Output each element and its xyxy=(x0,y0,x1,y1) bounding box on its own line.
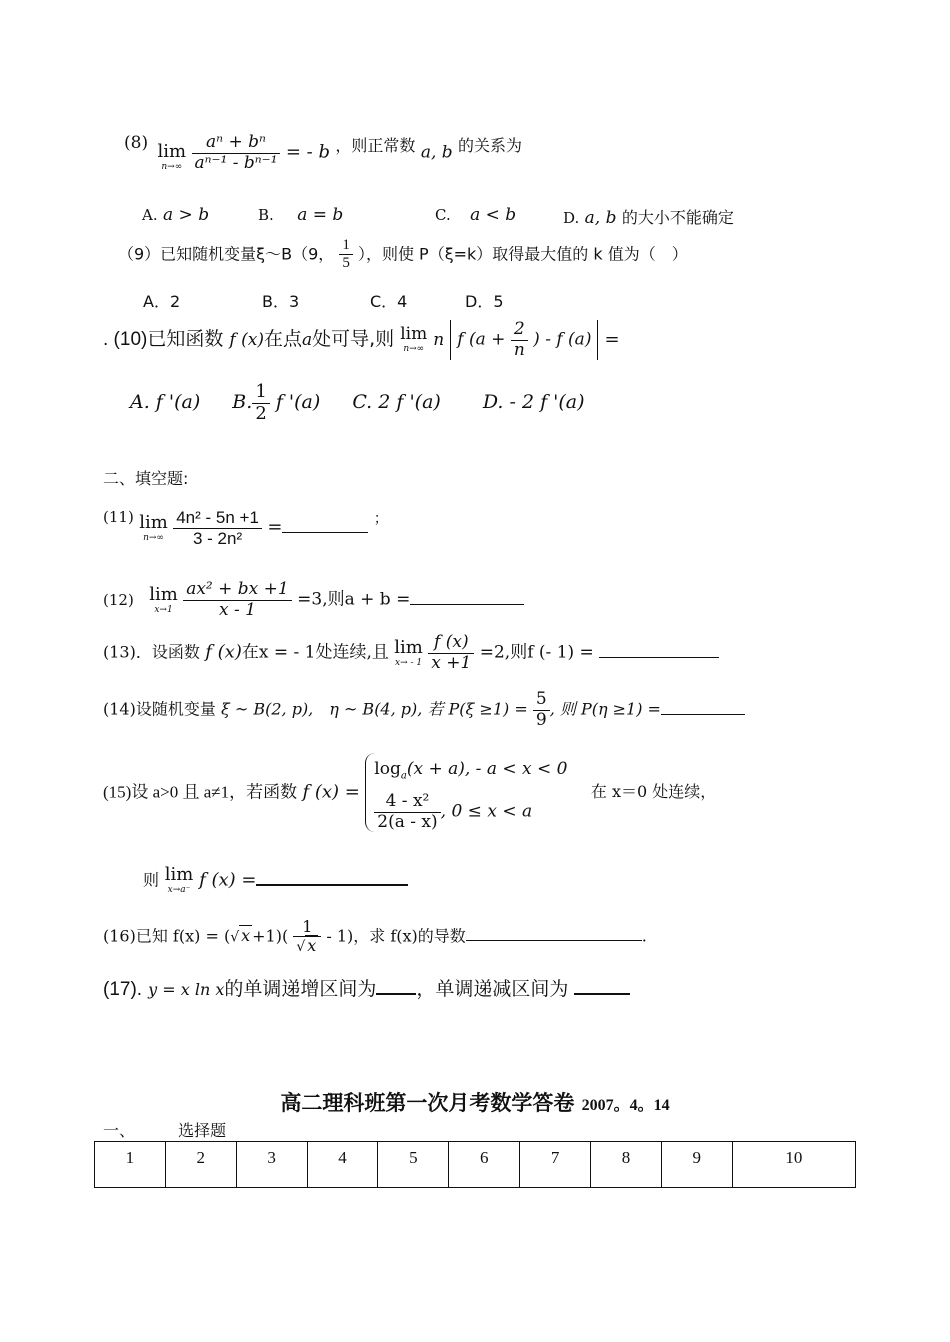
q8-limit: lim n→∞ xyxy=(157,140,187,172)
answer-cell-10: 10 xyxy=(732,1142,855,1188)
q14-fraction: $\frac{5}{9}$ xyxy=(533,690,550,730)
question-12: (12) lim x→1 $\frac{\text{ax² + bx +1}}{x - 1}$ =3,则a + b = xyxy=(103,580,524,620)
question-13: (13)．设函数 f (x)在x = - 1处连续,且 lim x→ - 1 $\frac{f (x)}{x +1}$ =2,则f (- 1) = xyxy=(103,633,719,673)
q9-option-b: B．3 xyxy=(262,292,300,311)
table-row xyxy=(95,1142,856,1188)
question-16: (16)已知 f(x) = (√ x +1)( $\frac{1}{√ x}$ - 1)，求 f(x)的导数 . xyxy=(103,917,647,956)
q10-options xyxy=(130,382,585,424)
question-8 xyxy=(124,133,522,173)
q17-decreasing-blank[interactable] xyxy=(574,979,630,995)
q9-option-d: D．5 xyxy=(465,292,504,311)
answer-section-label: 一、 选择题 xyxy=(103,1121,227,1140)
q10-option-c: C. 2 f '(a) xyxy=(352,391,441,414)
q8-number: (8) xyxy=(124,133,149,153)
q11-answer-blank[interactable] xyxy=(282,518,368,533)
answer-sheet-title: 高二理科班第一次月考数学答卷 2007。4。14 xyxy=(280,1091,670,1115)
question-15: (15)设 a>0 且 a≠1，若函数 f (x) = $\log_a(x + a)$, - a < x < 0 $\frac{\text{4 - x²}}{2(a - x)}$ , 0 ≤ x < a 在 x＝0 处连续， xyxy=(103,753,716,832)
q13-answer-blank[interactable] xyxy=(599,643,719,658)
answer-table xyxy=(94,1141,856,1188)
q9-fraction: $\frac{1}{5}$ xyxy=(339,237,353,273)
question-9: （9）已知随机变量ξ～B（9， $\frac{1}{5}$ ），则使 P（ξ=k）取得最大值的 k 值为（ ） xyxy=(118,237,688,272)
q17-increasing-blank[interactable] xyxy=(376,979,416,995)
answer-cell-3: 3 xyxy=(236,1142,307,1188)
q16-answer-blank[interactable] xyxy=(466,926,642,941)
answer-cell-2: 2 xyxy=(165,1142,236,1188)
question-14: (14)设随机变量 ξ ~ B(2, p), η ~ B(4, p), 若 P(ξ ≥1) = $\frac{5}{9}$ , 则 P(η ≥1) = xyxy=(103,690,745,730)
question-10: . (10)已知函数 f (x)在点a处可导,则 lim n→∞ n f (a + $\frac{2}{n}$ ) - f (a) = xyxy=(103,319,620,360)
q11-fraction: $\frac{\text{4n² - 5n +1}}{\text{3 - 2n²}}$ xyxy=(173,508,262,548)
answer-cell-5: 5 xyxy=(378,1142,449,1188)
q16-fraction: $\frac{1}{√ x}$ xyxy=(293,918,321,956)
q15-answer-blank[interactable] xyxy=(256,870,408,886)
q8-fraction: $\frac{\text{aⁿ + bⁿ}}{\text{aⁿ⁻¹ - bⁿ⁻¹}}$ xyxy=(192,133,281,173)
q9-option-c: C．4 xyxy=(370,292,408,311)
q10-option-b: B. $\frac{1}{2}$ f '(a) xyxy=(232,381,321,424)
q15-piecewise: $\log_a(x + a)$, - a < x < 0 $\frac{\text{4 - x²}}{2(a - x)}$ , 0 ≤ x < a xyxy=(365,753,567,832)
q8-text2: 的关系为 xyxy=(458,136,523,155)
answer-sheet-date: 2007。4。14 xyxy=(581,1097,670,1114)
answer-cell-1: 1 xyxy=(95,1142,166,1188)
question-15-limit: 则 lim x→a⁻ f (x) = xyxy=(143,866,408,895)
q10-brackets: f (a + $\frac{2}{n}$ ) - f (a) xyxy=(450,320,598,360)
q8-option-a: A. a > b xyxy=(142,205,210,225)
q10-limit: lim n→∞ xyxy=(400,324,428,355)
q12-fraction: $\frac{\text{ax² + bx +1}}{x - 1}$ xyxy=(183,580,292,620)
section-2-heading: 二、填空题: xyxy=(103,469,189,488)
answer-cell-7: 7 xyxy=(520,1142,591,1188)
q14-answer-blank[interactable] xyxy=(661,700,745,715)
q8-option-b: B. a = b xyxy=(258,205,344,225)
q10-option-a: A. f '(a) xyxy=(130,391,201,414)
question-11: (11) lim n→∞ $\frac{\text{4n² - 5n +1}}{\text{3 - 2n²}}$ = ； xyxy=(103,508,388,548)
q10-option-d: D. - 2 f '(a) xyxy=(482,391,585,414)
answer-cell-6: 6 xyxy=(449,1142,520,1188)
q8-option-d: D. a, b 的大小不能确定 xyxy=(563,208,734,228)
q8-text: ，则正常数 xyxy=(335,136,416,155)
q8-rhs: = - b xyxy=(285,141,330,163)
q13-fraction: $\frac{f (x)}{x +1}$ xyxy=(428,633,474,673)
answer-cell-9: 9 xyxy=(661,1142,732,1188)
q9-option-a: A．2 xyxy=(143,292,181,311)
q12-answer-blank[interactable] xyxy=(410,590,524,605)
q8-option-c: C. a < b xyxy=(435,205,517,225)
answer-cell-8: 8 xyxy=(591,1142,662,1188)
question-17: (17). y = x ln x的单调递增区间为 ，单调递减区间为 xyxy=(103,974,630,1001)
q8-vars: a, b xyxy=(420,142,453,163)
answer-cell-4: 4 xyxy=(307,1142,378,1188)
